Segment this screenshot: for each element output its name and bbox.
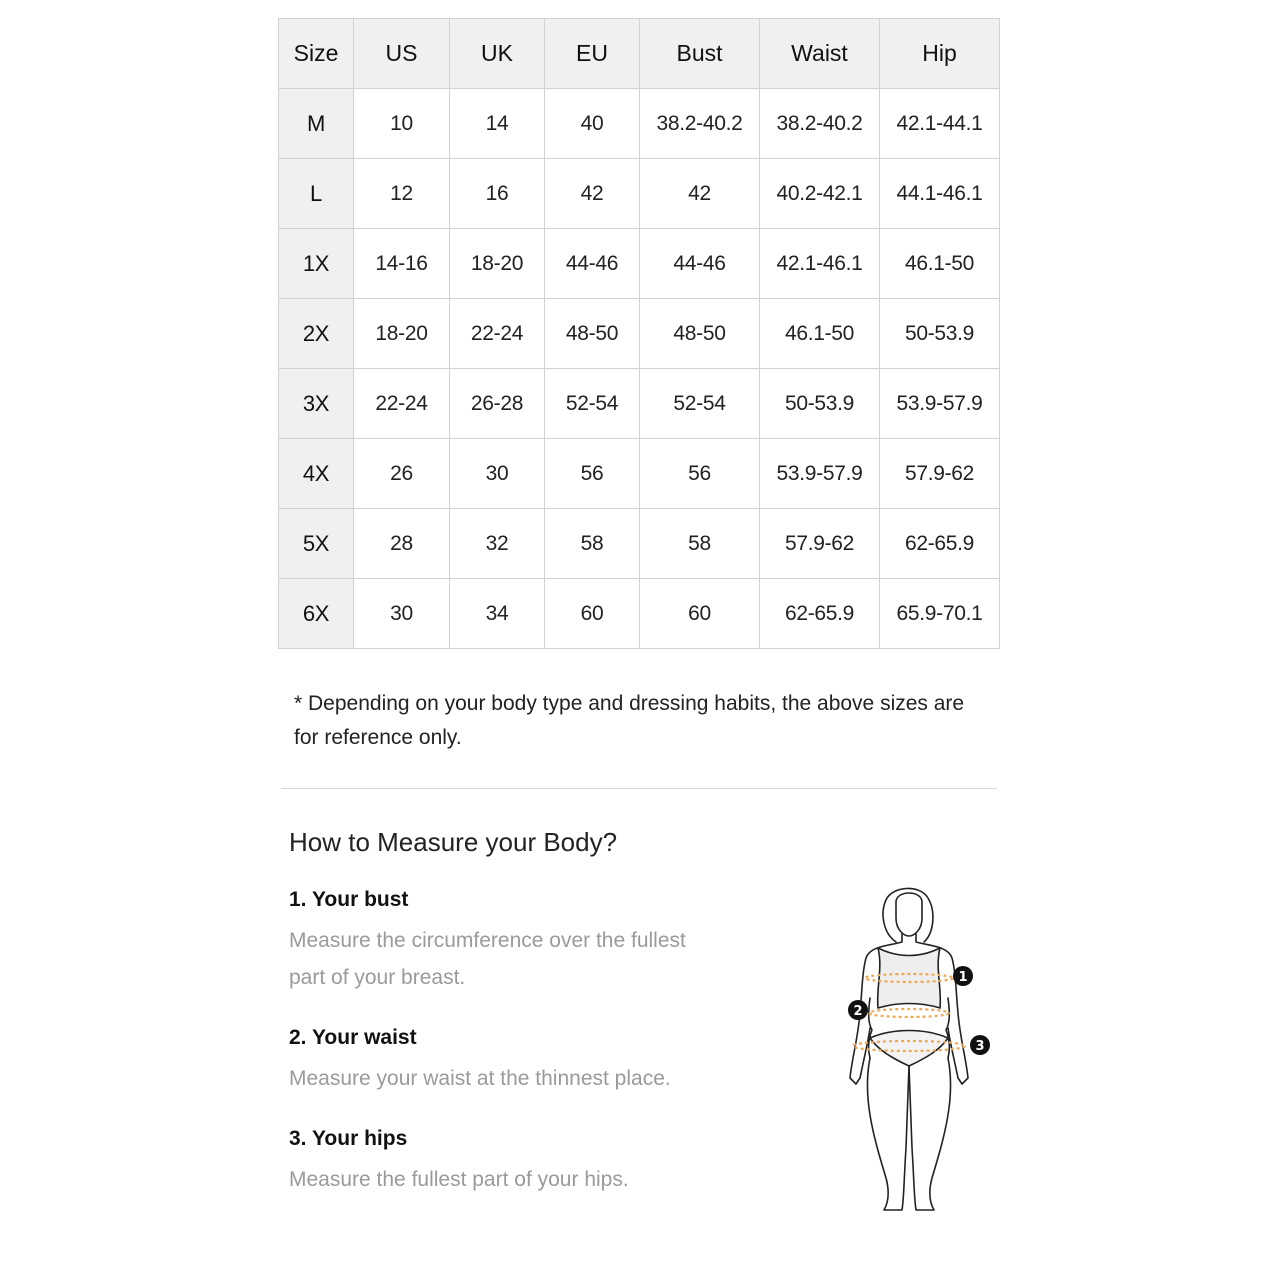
value-cell: 10 — [354, 89, 450, 159]
value-cell: 18-20 — [450, 229, 545, 299]
step-title: 1. Your bust — [289, 888, 409, 911]
value-cell: 38.2-40.2 — [760, 89, 880, 159]
measure-steps — [289, 888, 789, 1198]
step-desc: Measure your waist at the thinnest place. — [289, 1067, 671, 1090]
header-uk: UK — [450, 19, 545, 89]
value-cell: 57.9-62 — [760, 509, 880, 579]
value-cell: 44.1-46.1 — [880, 159, 1000, 229]
value-cell: 50-53.9 — [880, 299, 1000, 369]
step-waist — [289, 1026, 789, 1097]
size-cell: 3X — [279, 369, 354, 439]
value-cell: 62-65.9 — [760, 579, 880, 649]
value-cell: 38.2-40.2 — [640, 89, 760, 159]
value-cell: 30 — [354, 579, 450, 649]
value-cell: 60 — [545, 579, 640, 649]
value-cell: 46.1-50 — [760, 299, 880, 369]
size-cell: 5X — [279, 509, 354, 579]
table-row — [279, 509, 1000, 579]
value-cell: 62-65.9 — [880, 509, 1000, 579]
value-cell: 53.9-57.9 — [760, 439, 880, 509]
value-cell: 65.9-70.1 — [880, 579, 1000, 649]
table-row — [279, 369, 1000, 439]
divider — [281, 788, 997, 789]
svg-text:1: 1 — [958, 970, 968, 985]
value-cell: 18-20 — [354, 299, 450, 369]
value-cell: 26-28 — [450, 369, 545, 439]
value-cell: 16 — [450, 159, 545, 229]
value-cell: 53.9-57.9 — [880, 369, 1000, 439]
reference-note: * Depending on your body type and dressing habits, the above sizes are for reference only. — [294, 692, 965, 749]
table-row — [279, 439, 1000, 509]
value-cell: 44-46 — [545, 229, 640, 299]
value-cell: 42.1-46.1 — [760, 229, 880, 299]
header-bust: Bust — [640, 19, 760, 89]
table-row — [279, 579, 1000, 649]
value-cell: 34 — [450, 579, 545, 649]
header-waist: Waist — [760, 19, 880, 89]
size-cell: 6X — [279, 579, 354, 649]
size-cell: 4X — [279, 439, 354, 509]
step-desc: Measure the circumference over the fullest part of your breast. — [289, 929, 686, 989]
value-cell: 48-50 — [640, 299, 760, 369]
value-cell: 14 — [450, 89, 545, 159]
value-cell: 57.9-62 — [880, 439, 1000, 509]
value-cell: 12 — [354, 159, 450, 229]
value-cell: 30 — [450, 439, 545, 509]
svg-text:2: 2 — [853, 1004, 863, 1019]
step-title: 3. Your hips — [289, 1127, 408, 1150]
size-cell: 1X — [279, 229, 354, 299]
value-cell: 58 — [640, 509, 760, 579]
value-cell: 56 — [545, 439, 640, 509]
value-cell: 58 — [545, 509, 640, 579]
value-cell: 40 — [545, 89, 640, 159]
table-row — [279, 299, 1000, 369]
body-outline-icon — [828, 878, 998, 1218]
value-cell: 42.1-44.1 — [880, 89, 1000, 159]
header-size: Size — [279, 19, 354, 89]
table-row — [279, 159, 1000, 229]
header-eu: EU — [545, 19, 640, 89]
header-hip: Hip — [880, 19, 1000, 89]
size-guide — [278, 18, 999, 1228]
measure-title: How to Measure your Body? — [289, 827, 618, 857]
size-cell: M — [279, 89, 354, 159]
step-title: 2. Your waist — [289, 1026, 417, 1049]
header-us: US — [354, 19, 450, 89]
value-cell: 22-24 — [450, 299, 545, 369]
value-cell: 42 — [545, 159, 640, 229]
value-cell: 52-54 — [640, 369, 760, 439]
value-cell: 32 — [450, 509, 545, 579]
table-body — [279, 89, 1000, 649]
table-row — [279, 89, 1000, 159]
step-desc: Measure the fullest part of your hips. — [289, 1168, 629, 1191]
step-bust — [289, 888, 789, 996]
step-hips — [289, 1127, 789, 1198]
value-cell: 50-53.9 — [760, 369, 880, 439]
value-cell: 22-24 — [354, 369, 450, 439]
value-cell: 46.1-50 — [880, 229, 1000, 299]
value-cell: 28 — [354, 509, 450, 579]
measure-section — [278, 888, 999, 1198]
body-figure-illustration — [828, 878, 998, 1218]
value-cell: 26 — [354, 439, 450, 509]
table-row — [279, 229, 1000, 299]
size-chart-table — [278, 18, 1000, 649]
value-cell: 52-54 — [545, 369, 640, 439]
value-cell: 14-16 — [354, 229, 450, 299]
value-cell: 44-46 — [640, 229, 760, 299]
svg-text:3: 3 — [975, 1039, 985, 1054]
value-cell: 60 — [640, 579, 760, 649]
value-cell: 42 — [640, 159, 760, 229]
value-cell: 56 — [640, 439, 760, 509]
size-cell: L — [279, 159, 354, 229]
table-header-row — [279, 19, 1000, 89]
value-cell: 40.2-42.1 — [760, 159, 880, 229]
size-cell: 2X — [279, 299, 354, 369]
value-cell: 48-50 — [545, 299, 640, 369]
